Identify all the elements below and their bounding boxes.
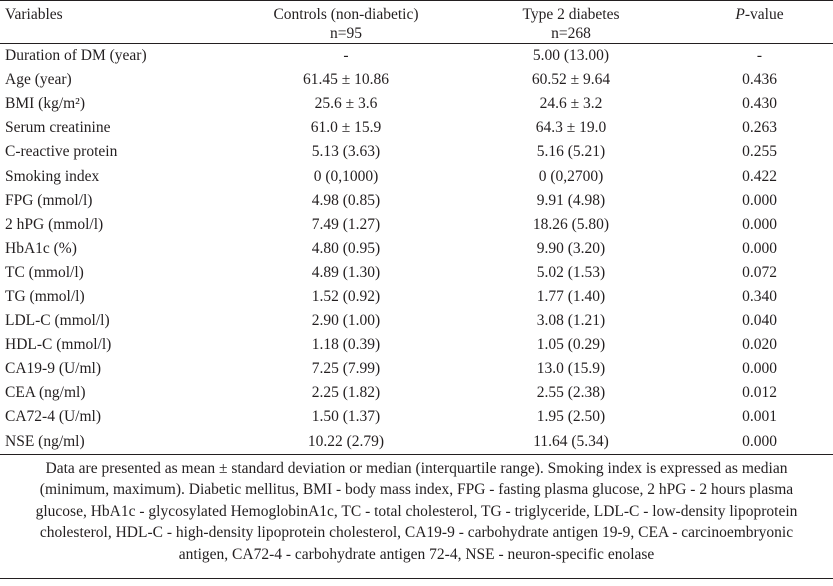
- cell-p-value: 0.422: [742, 167, 777, 185]
- header-p-rest: -value: [744, 6, 784, 23]
- header-controls-title: Controls (non-diabetic): [273, 6, 419, 23]
- cell-type2-diabetes: 64.3 ± 19.0: [535, 119, 607, 137]
- header-controls-n: n=95: [330, 25, 362, 42]
- table-row: [0, 309, 833, 333]
- table-row: [0, 285, 833, 309]
- cell-variable: TC (mmol/l): [5, 263, 84, 281]
- cell-variable: HbA1c (%): [5, 239, 77, 257]
- cell-p-value: 0.000: [742, 239, 777, 257]
- cell-p-value: 0.263: [742, 119, 777, 137]
- cell-variable: CEA (ng/ml): [5, 384, 86, 402]
- table-row: [0, 357, 833, 381]
- cell-p-value: 0.040: [742, 312, 777, 330]
- header-p-italic: P: [735, 6, 745, 23]
- cell-type2-diabetes: 2.55 (2.38): [536, 384, 606, 402]
- table-body: [0, 44, 833, 455]
- cell-variable: NSE (ng/ml): [0, 430, 236, 455]
- header-p-value: [686, 1, 833, 44]
- cell-controls: -: [343, 47, 349, 65]
- table-row: [0, 68, 833, 92]
- cell-type2-diabetes: 11.64 (5.34): [456, 430, 686, 455]
- cell-type2-diabetes: 24.6 ± 3.2: [539, 95, 603, 113]
- cell-p-value: 0.020: [742, 336, 777, 354]
- cell-controls: 4.98 (0.85): [311, 191, 381, 209]
- table-row: [0, 261, 833, 285]
- cell-variable: CA19-9 (U/ml): [5, 360, 102, 378]
- table-header: [0, 1, 833, 44]
- cell-variable: Smoking index: [5, 167, 100, 185]
- cell-type2-diabetes: 1.77 (1.40): [536, 287, 606, 305]
- header-t2d-n: n=268: [551, 25, 591, 42]
- cell-p-value: 0.436: [742, 71, 777, 89]
- table-row: [0, 213, 833, 237]
- cell-variable: C-reactive protein: [5, 143, 118, 161]
- cell-p-value: 0.000: [742, 191, 777, 209]
- cell-p-value: 0.000: [742, 360, 777, 378]
- cell-variable: Serum creatinine: [5, 119, 111, 137]
- cell-controls: 1.18 (0.39): [311, 336, 381, 354]
- table-row: [0, 430, 833, 455]
- cell-controls: 1.50 (1.37): [311, 408, 381, 426]
- cell-type2-diabetes: 1.05 (0.29): [536, 336, 606, 354]
- header-variables-label: Variables: [5, 6, 63, 23]
- cell-p-value: 0.000: [686, 430, 833, 455]
- table-row: [0, 381, 833, 405]
- table-row: [0, 237, 833, 261]
- cell-type2-diabetes: 5.00 (13.00): [532, 47, 610, 65]
- cell-p-value: 0.255: [742, 143, 777, 161]
- cell-controls: 61.45 ± 10.86: [302, 71, 389, 89]
- cell-type2-diabetes: 13.0 (15.9): [536, 360, 606, 378]
- cell-controls: 1.52 (0.92): [311, 287, 381, 305]
- cell-type2-diabetes: 9.91 (4.98): [536, 191, 606, 209]
- cell-variable: Duration of DM (year): [5, 47, 147, 65]
- table-row: [0, 189, 833, 213]
- cell-p-value: 0.001: [742, 408, 777, 426]
- cell-variable: 2 hPG (mmol/l): [5, 215, 104, 233]
- cell-variable: BMI (kg/m²): [5, 95, 85, 113]
- cell-type2-diabetes: 0 (0,2700): [538, 167, 604, 185]
- header-t2d-title: Type 2 diabetes: [522, 6, 620, 23]
- cell-variable: FPG (mmol/l): [5, 191, 93, 209]
- table-row: [0, 164, 833, 188]
- cell-type2-diabetes: 18.26 (5.80): [532, 215, 610, 233]
- cell-controls: 10.22 (2.79): [236, 430, 456, 455]
- cell-variable: LDL-C (mmol/l): [5, 312, 110, 330]
- table-row: [0, 92, 833, 116]
- cell-p-value: 0.072: [742, 263, 777, 281]
- cell-controls: 4.89 (1.30): [311, 263, 381, 281]
- cell-p-value: 0.000: [742, 215, 777, 233]
- cell-type2-diabetes: 5.16 (5.21): [536, 143, 606, 161]
- cell-p-value: 0.012: [742, 384, 777, 402]
- cell-controls: 7.25 (7.99): [311, 360, 381, 378]
- cell-type2-diabetes: 9.90 (3.20): [536, 239, 606, 257]
- header-type2-diabetes: [456, 1, 686, 44]
- header-row: [0, 1, 833, 44]
- header-controls: [236, 1, 456, 44]
- cell-controls: 25.6 ± 3.6: [314, 95, 378, 113]
- cell-type2-diabetes: 60.52 ± 9.64: [531, 71, 611, 89]
- cell-controls: 4.80 (0.95): [311, 239, 381, 257]
- cell-controls: 5.13 (3.63): [311, 143, 381, 161]
- cell-controls: 7.49 (1.27): [311, 215, 381, 233]
- table-row: [0, 405, 833, 429]
- cell-controls: 2.25 (1.82): [311, 384, 381, 402]
- table-row: [0, 140, 833, 164]
- cell-variable: HDL-C (mmol/l): [5, 336, 112, 354]
- cell-type2-diabetes: 5.02 (1.53): [536, 263, 606, 281]
- cell-variable: TG (mmol/l): [5, 287, 85, 305]
- cell-variable: Age (year): [5, 71, 72, 89]
- cell-p-value: 0.340: [742, 287, 777, 305]
- table-row: [0, 333, 833, 357]
- cell-p-value: -: [756, 47, 763, 65]
- table-row: [0, 116, 833, 140]
- table-row: [0, 44, 833, 69]
- cell-type2-diabetes: 1.95 (2.50): [536, 408, 606, 426]
- cell-controls: 2.90 (1.00): [311, 312, 381, 330]
- cell-controls: 61.0 ± 15.9: [310, 119, 382, 137]
- table-footnote: Data are presented as mean ± standard deviation or median (interquartile range). Smoking index is expressed as median (minimum, maximum). Diabetic mellitus, BMI - body mass index, FPG - fasting plasma glucose, 2 hPG - 2 hours plasma glucose, HbA1c - glycosylated HemoglobinA1c, TC - total cholesterol, TG - triglyceride, LDL-C - low-density lipoprotein cholesterol, HDL-C - high-density lipoprotein cholesterol, CA19-9 - carbohydrate antigen 19-9, CEA - carcinoembryonic antigen, CA72-4 - carbohydrate antigen 72-4, NSE - neuron-specific enolase: [0, 455, 833, 579]
- header-variables: [0, 1, 236, 44]
- cell-controls: 0 (0,1000): [313, 167, 379, 185]
- cell-variable: CA72-4 (U/ml): [5, 408, 102, 426]
- cell-p-value: 0.430: [742, 95, 777, 113]
- cell-type2-diabetes: 3.08 (1.21): [536, 312, 606, 330]
